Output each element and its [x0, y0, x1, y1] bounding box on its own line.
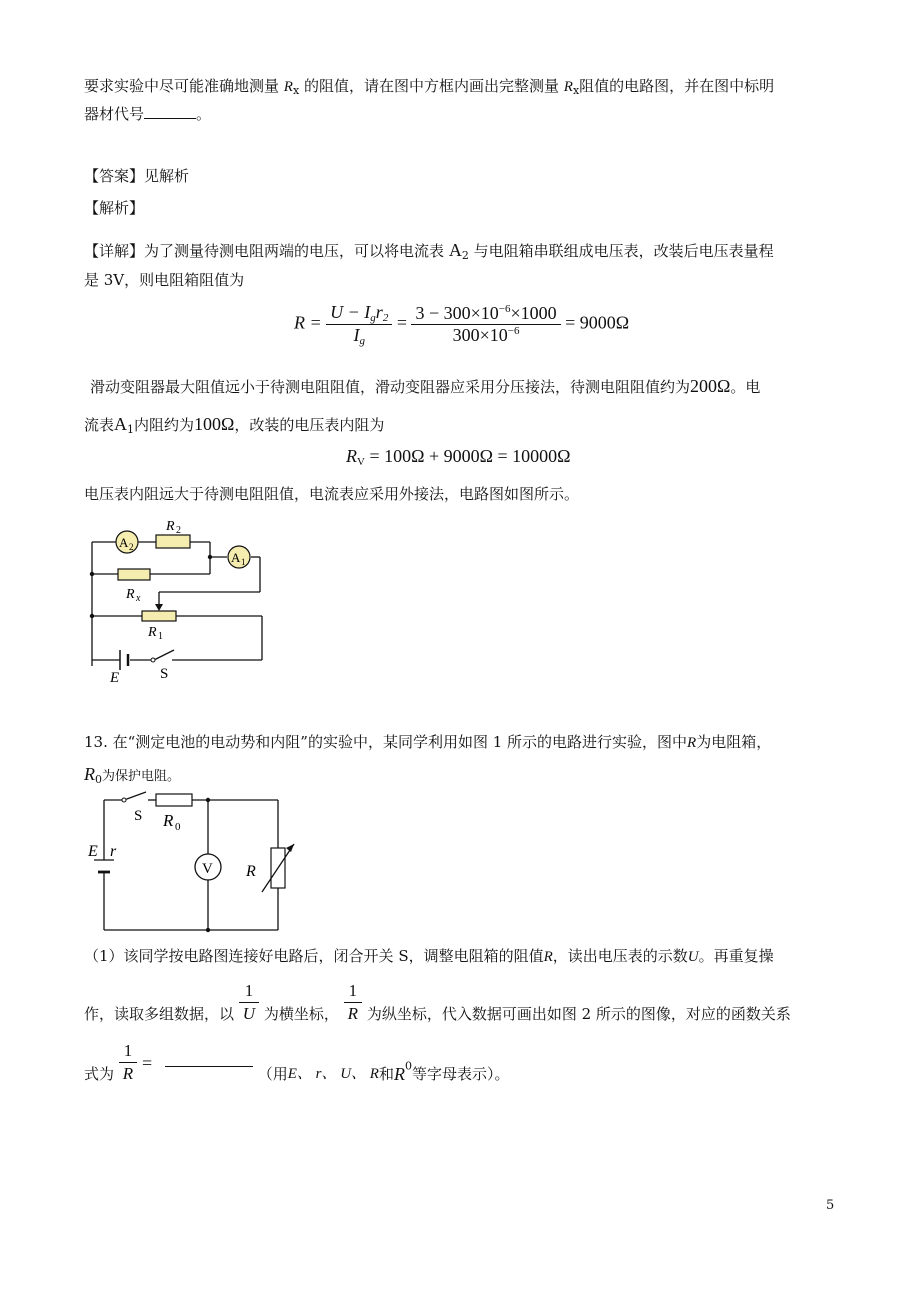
- switch-contact-icon: [122, 798, 126, 802]
- detail-line-2: 是 3V，则电阻箱阻值为: [84, 271, 245, 289]
- circuit-diagram-1: [82, 512, 272, 692]
- text: ，读出电压表的示数: [552, 947, 688, 965]
- a2-symbol: A: [448, 240, 462, 260]
- para3: 电压表内阻远大于待测电阻阻值，电流表应采用外接法，电路图如图所示。: [84, 485, 580, 503]
- r0-sub: 0: [404, 1059, 412, 1073]
- fraction-2-denominator: [411, 325, 560, 346]
- page-number: 5: [826, 1198, 835, 1213]
- text: 。再重复操: [698, 947, 774, 965]
- exp: −6: [507, 325, 520, 337]
- text: 内阻约为: [134, 416, 195, 434]
- denominator: U: [242, 1004, 256, 1023]
- text: （用: [257, 1065, 288, 1083]
- r1-label: R: [148, 625, 157, 640]
- numerator: 1: [239, 980, 259, 1003]
- formula-resistance-box: [294, 302, 629, 347]
- e-label: E: [110, 670, 120, 686]
- q13-1-line-3: [84, 1040, 509, 1085]
- variables: E、 r、 U、 R: [287, 1066, 379, 1082]
- r0-label: R: [163, 811, 174, 830]
- value-200: 200Ω: [690, 376, 731, 396]
- variable-arrow-icon: [286, 844, 294, 852]
- fraction-1-over-r: [344, 980, 362, 1025]
- resistor-r2-icon: [156, 535, 190, 548]
- fraction-1: [326, 302, 392, 347]
- equals: =: [141, 1052, 153, 1073]
- a2-sub: 2: [129, 542, 134, 552]
- rv-sub: V: [357, 456, 365, 468]
- rx-sub: x: [572, 84, 580, 97]
- a1-sub: 1: [241, 557, 246, 567]
- battery-icon: [94, 860, 114, 872]
- text: 的阻值，请在图中方框内画出完整测量: [303, 77, 559, 95]
- text: 为了测量待测电阻两端的电压，可以将电流表: [144, 242, 445, 260]
- sub: g: [370, 312, 376, 324]
- rx-sub: x: [292, 84, 300, 97]
- fraction-1-over-r: [119, 1040, 137, 1085]
- resistor-r0-icon: [156, 794, 192, 806]
- denominator: R: [122, 1064, 134, 1083]
- text: 式为: [84, 1065, 115, 1083]
- resistor-rx-icon: [118, 569, 150, 580]
- exp: −6: [498, 303, 511, 315]
- formula-lhs: R =: [294, 312, 322, 333]
- value-100: 100Ω: [194, 414, 235, 434]
- r-symbol: R: [543, 949, 553, 965]
- rx-symbol: R: [283, 79, 293, 95]
- rheostat-r1-icon: [142, 611, 176, 621]
- text: 流表: [84, 416, 115, 434]
- formula-result: = 9000Ω: [565, 312, 630, 333]
- text: 。: [196, 105, 212, 123]
- rx-label: R: [126, 587, 135, 602]
- answer-blank[interactable]: [144, 104, 196, 119]
- text: 。电: [730, 378, 761, 396]
- fraction-1-denominator: [326, 325, 392, 347]
- sub: 2: [382, 312, 389, 324]
- r0-symbol: R: [84, 764, 95, 784]
- a1-label: A: [231, 550, 241, 565]
- num-text: 3 − 300×10: [415, 303, 499, 323]
- r1-sub: 1: [158, 631, 163, 642]
- answer-blank[interactable]: [165, 1052, 253, 1067]
- text: 滑动变阻器最大阻值远小于待测电阻阻值，滑动变阻器应采用分压接法，待测电阻阻值约为: [90, 378, 691, 396]
- numerator: 1: [119, 1040, 137, 1063]
- num-text: U − I: [330, 302, 371, 322]
- rx-symbol: R: [563, 79, 573, 95]
- circuit-diagram-2: [88, 792, 308, 937]
- u-symbol: U: [687, 949, 699, 965]
- num-r: r: [375, 302, 383, 322]
- q13-line-2: [84, 764, 180, 790]
- text: 和: [378, 1065, 394, 1083]
- internal-r-label: r: [110, 843, 117, 860]
- r0-sub: 0: [175, 821, 181, 833]
- sub: g: [359, 335, 365, 347]
- denominator: R: [347, 1004, 359, 1023]
- r-symbol: R: [687, 735, 697, 751]
- text: 为保护电阻。: [102, 769, 181, 784]
- a2-label: A: [119, 535, 129, 550]
- intro-line-2: [84, 104, 211, 124]
- text: ，改装的电压表内阻为: [234, 416, 385, 434]
- text: 器材代号: [84, 105, 145, 123]
- den-text: I: [353, 325, 360, 345]
- analysis-label: 【解析】: [84, 199, 145, 217]
- r2-sub: 2: [176, 525, 181, 536]
- num-text: ×1000: [510, 303, 557, 323]
- fraction-1-over-u: [239, 980, 259, 1025]
- q13-1-line-2: [84, 980, 791, 1025]
- fraction-2: [411, 303, 560, 346]
- text: 阻值的电路图，并在图中标明: [579, 77, 775, 95]
- r0-sub: 0: [95, 773, 102, 786]
- a1-sub: 1: [127, 423, 135, 436]
- fraction-1-numerator: [326, 302, 392, 325]
- text: 要求实验中尽可能准确地测量: [84, 77, 280, 95]
- switch-contact-icon: [151, 658, 155, 662]
- formula-rv: [346, 446, 571, 468]
- den-text: 300×10: [452, 325, 508, 345]
- s-label: S: [160, 666, 169, 682]
- text: 与电阻箱串联组成电压表，改装后电压表量程: [473, 242, 774, 260]
- text: 13. 在“测定电池的电动势和内阻”的实验中，某同学利用如图 1 所示的电路进行实验，图中: [84, 733, 688, 751]
- text: 等字母表示）。: [411, 1065, 510, 1083]
- intro-line-1: [84, 76, 774, 101]
- text: 作，读取多组数据，以: [84, 1005, 235, 1023]
- numerator: 1: [344, 980, 362, 1003]
- e-label: E: [88, 843, 98, 860]
- rx-sub: x: [136, 593, 141, 604]
- para2-line-1: [90, 376, 760, 397]
- a1-symbol: A: [114, 414, 128, 434]
- r-label: R: [246, 863, 256, 880]
- text: （1）该同学按电路图连接好电路后，闭合开关 S，调整电阻箱的阻值: [84, 947, 544, 965]
- q13-1-line-1: [84, 946, 774, 967]
- rv-expression: = 100Ω + 9000Ω = 10000Ω: [369, 446, 571, 466]
- text: 为纵坐标，代入数据可画出如图 2 所示的图像，对应的函数关系: [366, 1005, 791, 1023]
- rv-symbol: R: [346, 446, 357, 466]
- s-label: S: [134, 808, 143, 824]
- slider-arrow-icon: [155, 604, 163, 611]
- detail-line-1: [84, 240, 774, 266]
- q13-line-1: [84, 732, 771, 753]
- fraction-2-numerator: [411, 303, 560, 325]
- answer-label: 【答案】见解析: [84, 167, 190, 185]
- para2-line-2: [84, 414, 384, 440]
- r0-symbol: R: [393, 1064, 405, 1084]
- detail-label: 【详解】: [84, 242, 145, 260]
- r2-label: R: [166, 519, 175, 534]
- v-label: V: [202, 861, 213, 877]
- equals: =: [396, 312, 407, 333]
- text: 为横坐标，: [263, 1005, 339, 1023]
- text: 为电阻箱，: [696, 733, 772, 751]
- battery-icon: [120, 650, 128, 670]
- a2-sub: 2: [461, 249, 469, 262]
